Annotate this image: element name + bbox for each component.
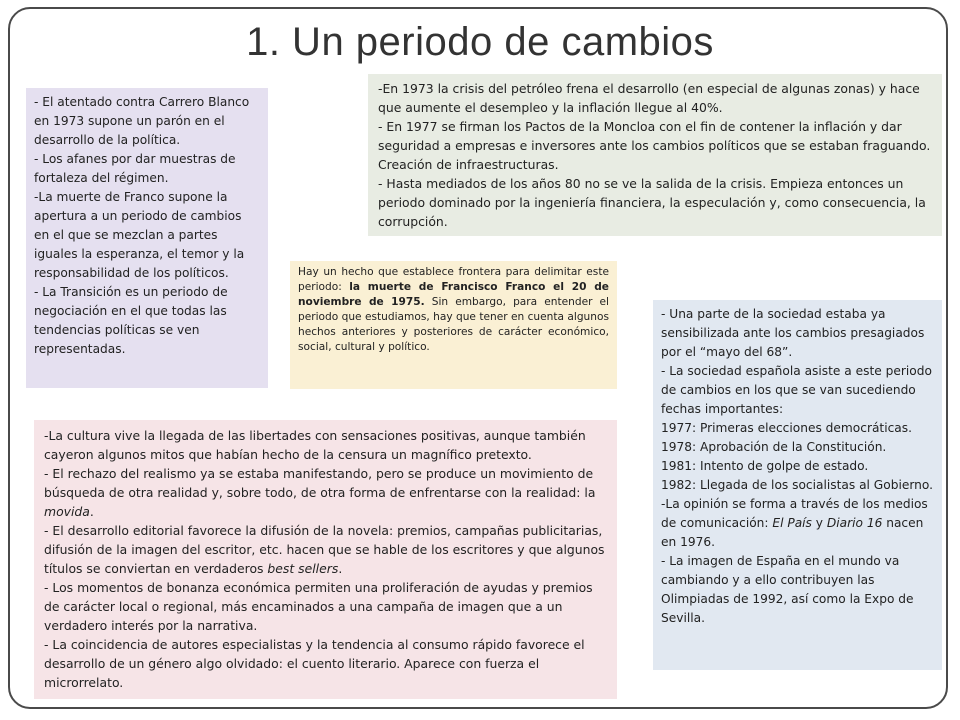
media-text-a: -La opinión se forma a través de los medios de comunicación: [661, 497, 928, 530]
intro-text [298, 265, 609, 355]
politics-point-3: -La muerte de Franco supone la apertura a un periodo de cambios en el que se mezclan a partes iguales la esperanza, el temor y la responsabilidad de los políticos. [34, 190, 245, 280]
economy-box [368, 74, 942, 236]
date-item: 1981: Intento de golpe de estado. [661, 459, 869, 473]
culture-3-text: - El desarrollo editorial favorece la difusión de la novela: premios, campañas publicitarias, difusión de la imagen del escritor, etc. hacen que se hable de los escritores y que algunos títulos se conviertan en verdaderos [44, 523, 605, 576]
culture-2-end: . [89, 504, 94, 519]
slide-title: 1. Un periodo de cambios [246, 20, 714, 64]
culture-point-3 [44, 521, 607, 578]
culture-point-5: - La coincidencia de autores especialistas y la tendencia al consumo rápido favorece el desarrollo de un género algo olvidado: el cuento literario. Aparece con fuerza el microrrelato. [44, 637, 585, 690]
culture-point-4: - Los momentos de bonanza económica permiten una proliferación de ayudas y premios de carácter local o regional, más encaminados a una campaña de imagen que a un verdadero interés por la narrativa. [44, 580, 593, 633]
date-item: 1978: Aprobación de la Constitución. [661, 440, 887, 454]
diario-16-title: Diario 16 [826, 516, 883, 530]
society-point-3 [661, 495, 934, 552]
economy-point-1: -En 1973 la crisis del petróleo frena el desarrollo (en especial de algunas zonas) y hace que aumente el desempleo y la inflación llegue al 40%. [378, 81, 920, 115]
economy-point-3: - Hasta mediados de los años 80 no se ve la salida de la crisis. Empieza entonces un periodo dominado por la ingeniería financiera, la especulación y, como consecuencia, la corrupción. [378, 176, 926, 229]
politics-point-4: - La Transición es un periodo de negociación en el que todas las tendencias políticas se ven representadas. [34, 285, 228, 356]
culture-3-end: . [338, 561, 343, 576]
culture-2-text: - El rechazo del realismo ya se estaba manifestando, pero se produce un movimiento de búsqueda de otra realidad y, sobre todo, de otra forma de enfrentarse con la realidad: la [44, 466, 596, 500]
politics-point-1: - El atentado contra Carrero Blanco en 1973 supone un parón en el desarrollo de la política. [34, 95, 250, 147]
date-item: 1982: Llegada de los socialistas al Gobierno. [661, 478, 933, 492]
media-text-b: y [811, 516, 827, 530]
intro-text-end: Sin embargo, para entender el periodo que estudiamos, hay que tener en cuenta algunos hechos anteriores y posteriores de carácter económico, social, cultural y político. [298, 296, 609, 353]
society-point-1: - Una parte de la sociedad estaba ya sensibilizada ante los cambios presagiados por el “mayo del 68”. [661, 307, 925, 359]
el-pais-title: El País [772, 516, 812, 530]
intro-text-start: Hay un hecho que establece frontera para delimitar este periodo: [298, 266, 609, 293]
politics-box [26, 88, 268, 388]
intro-box [290, 261, 617, 389]
society-point-2: - La sociedad española asiste a este periodo de cambios en los que se van sucediendo fechas importantes: [661, 364, 932, 416]
politics-point-2: - Los afanes por dar muestras de fortaleza del régimen. [34, 152, 236, 185]
media-text-c: nacen en 1976. [661, 516, 924, 549]
society-box [653, 300, 942, 670]
date-item: 1977: Primeras elecciones democráticas. [661, 421, 912, 435]
culture-point-1: -La cultura vive la llegada de las libertades con sensaciones positivas, aunque también cayeron algunos mitos que habían hecho de la censura un magnífico pretexto. [44, 428, 586, 462]
economy-point-2: - En 1977 se firman los Pactos de la Moncloa con el fin de contener la inflación y dar seguridad a empresas e inversores ante los cambios políticos que se estaban fraguando. Creación de infraestructuras. [378, 119, 931, 172]
culture-box [34, 420, 617, 699]
franco-death-highlight: la muerte de Francisco Franco el 20 de noviembre de 1975. [298, 281, 609, 308]
society-point-4: - La imagen de España en el mundo va cambiando y a ello contribuyen las Olimpiadas de 1992, así como la Expo de Sevilla. [661, 554, 914, 625]
movida-term: movida [44, 504, 90, 519]
culture-point-2 [44, 464, 607, 521]
best-sellers-term: best sellers [267, 561, 339, 576]
